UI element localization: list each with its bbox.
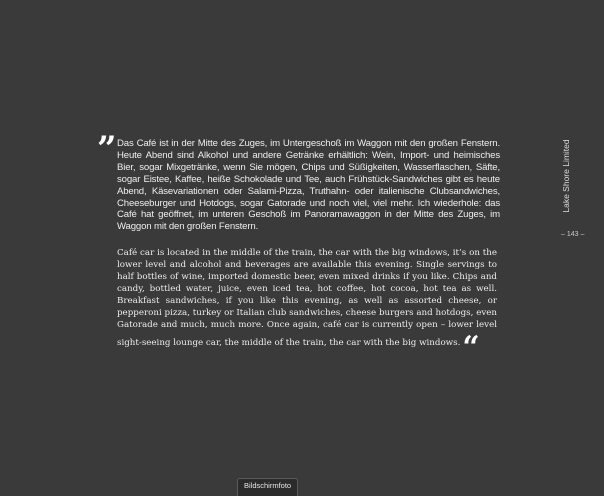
- side-title: Lake Shore Limited: [561, 139, 571, 213]
- german-text-paragraph: Das Café ist in der Mitte des Zuges, im Untergeschoß im Waggon mit den großen Fenstern. Heute Abend sind Alkohol und andere Getränke erhältlich: Wein, Import- und heimisches Bier, sogar Mixgetränke, wenn Sie mögen, Chips und Süßigkeiten, Wasserflaschen, Säfte, sogar Eistee, Kaffee, heiße Schokolade und Tee, auch Frühstück-Sandwiches gibt es heute Abend, Käsevariationen oder Salami-Pizza, Truthahn- oder italienische Clubsandwiches, Cheeseburger und Hotdogs, sogar Gatorade und noch viel, viel mehr. Ich wiederhole: das Café hat geöffnet, im unteren Geschoß im Panoramawaggon in der Mitte des Zuges, im Waggon mit den großen Fenstern.: [117, 138, 500, 233]
- closing-quote-mark: “: [462, 330, 477, 365]
- opening-quote-mark: ”: [97, 129, 114, 169]
- english-text-body: Café car is located in the middle of the train, the car with the big windows, it’s on the lower level and alcohol and beverages are available this evening. Single servings to half bottles of wine, imported domestic beer, even mixed drinks if you like. Chips and candy, bottled water, juice, even iced tea, hot coffee, hot cocoa, hot tea as well. Breakfast sandwiches, if you like this evening, as well as assorted cheese, or pepperoni pizza, turkey or Italian club sandwiches, cheese burgers and hotdogs, even Gatorade and much, much more. Once again, café car is currently open – lower level sight-seeing lounge car, the middle of the train, the car with the big windows.: [117, 248, 497, 348]
- page-number: – 143 –: [561, 231, 585, 238]
- english-text-paragraph: [117, 247, 497, 365]
- screenshot-tooltip: Bildschirmfoto: [237, 478, 298, 496]
